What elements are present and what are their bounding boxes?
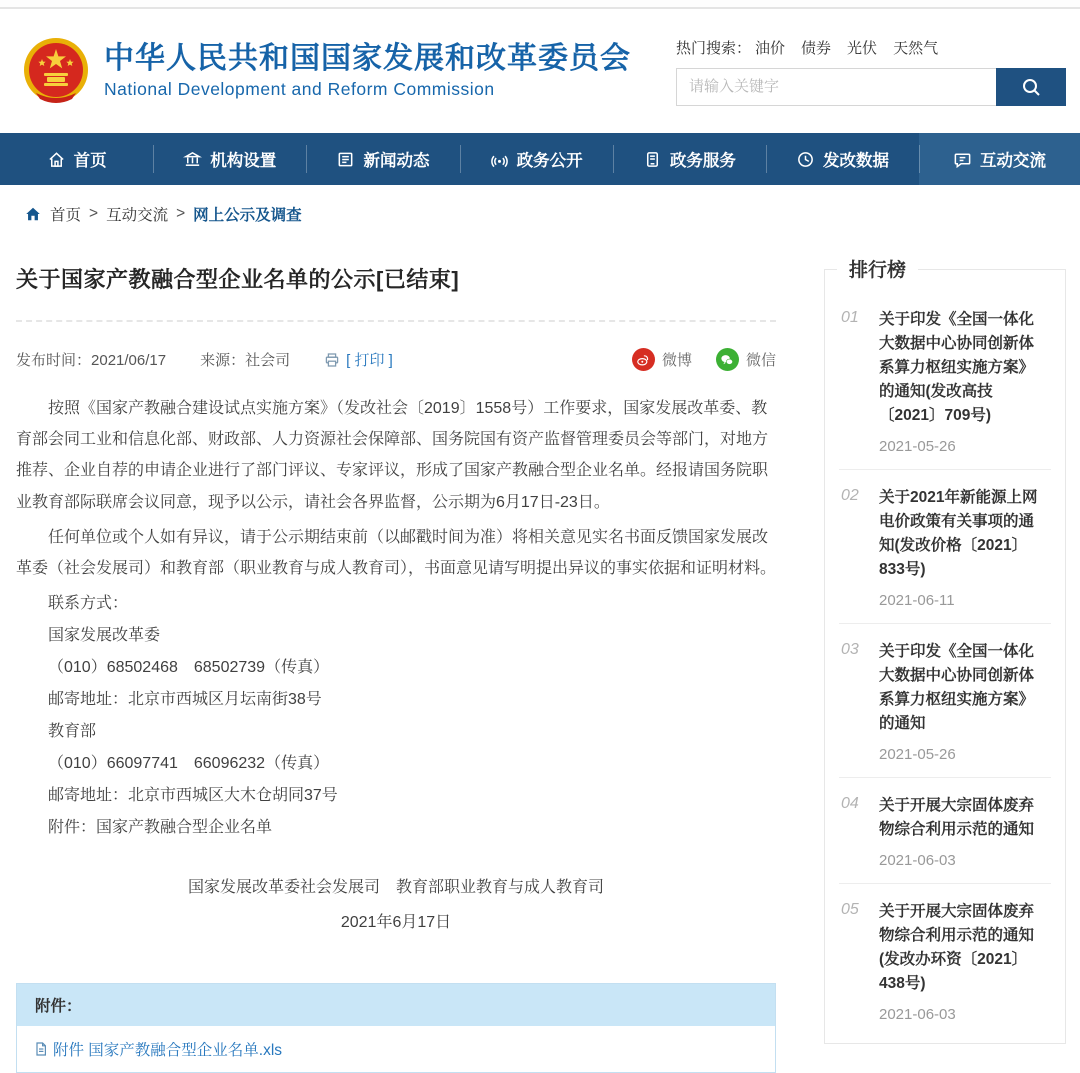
ranking-item-title[interactable]: 关于2021年新能源上网电价政策有关事项的通知(发改价格〔2021〕833号) (879, 489, 1038, 579)
ranking-item-body (879, 308, 1049, 455)
article-paragraph: 任何单位或个人如有异议，请于公示期结束前（以邮戳时间为准）将相关意见实名书面反馈国家发展改革委（社会发展司）和教育部（职业教育与成人教育司），书面意见请写明提出异议的事实依据和证明材料。 (16, 528, 777, 577)
clock-icon (796, 150, 815, 169)
search-icon (1021, 77, 1041, 97)
article-body (16, 393, 776, 941)
ranking-item (839, 884, 1051, 1037)
nav-item-organization[interactable] (153, 133, 306, 185)
ranking-item-title[interactable]: 关于开展大宗固体废弃物综合利用示范的通知(发改办环资〔2021〕438号) (879, 903, 1035, 993)
ranking-item-date: 2021-06-03 (879, 1006, 956, 1024)
nav-item-interaction[interactable] (919, 133, 1080, 185)
bank-icon (183, 150, 202, 169)
article-title: 关于国家产教融合型企业名单的公示[已结束] (16, 267, 460, 292)
share-bar (618, 348, 776, 371)
ranking-item-date: 2021-06-11 (879, 592, 955, 610)
site-title-en: National Development and Reform Commission (104, 78, 495, 99)
source-label: 来源： (200, 352, 246, 369)
attachment-file-link[interactable]: 附件 国家产教融合型企业名单.xls (53, 1041, 283, 1059)
ranking-item-body (879, 794, 1049, 869)
contact-line: 教育部 (48, 723, 97, 741)
breadcrumb-separator: > (176, 205, 186, 222)
top-strip (0, 0, 1080, 9)
ranking-number: 01 (841, 309, 859, 326)
search-area (676, 37, 1066, 106)
nav-label: 政务服务 (669, 152, 736, 170)
home-icon (47, 150, 66, 169)
weibo-icon (632, 348, 655, 371)
contact-line: 邮寄地址：北京市西城区月坛南街38号 (48, 691, 322, 709)
hot-search-label: 热门搜索： (676, 39, 752, 57)
chat-icon (953, 150, 972, 169)
share-wechat[interactable] (716, 348, 776, 371)
news-icon (336, 150, 355, 169)
nav-label: 发改数据 (823, 152, 890, 170)
ranking-item (839, 470, 1051, 624)
ranking-number: 02 (841, 487, 859, 505)
site-title-zh: 中华人民共和国国家发展和改革委员会 (104, 42, 631, 76)
file-icon (33, 1041, 49, 1057)
contact-line: （010）68502468 68502739（传真） (48, 659, 330, 677)
nav-item-services[interactable] (613, 133, 766, 185)
article-source (200, 349, 290, 370)
title-separator (16, 320, 776, 322)
broadcast-icon (490, 150, 509, 169)
nav-label: 首页 (73, 152, 107, 170)
hot-search-term[interactable]: 光伏 (847, 39, 878, 57)
hot-search (676, 37, 1066, 58)
ranking-title: 排行榜 (837, 255, 918, 282)
source-value: 社会司 (245, 352, 291, 369)
ranking-item-date: 2021-05-26 (879, 746, 956, 764)
contact-line: 国家发展改革委 (48, 627, 161, 645)
ranking-item-body (879, 640, 1049, 763)
signature-block (16, 870, 776, 940)
ranking-item-body (879, 486, 1049, 609)
print-button[interactable] (324, 349, 393, 370)
signature-date: 2021年6月17日 (340, 914, 452, 932)
attachment-body (17, 1026, 775, 1072)
breadcrumb-separator: > (89, 205, 99, 222)
print-label: [ 打印 ] (346, 352, 393, 369)
breadcrumb-home-icon (24, 205, 42, 223)
nav-item-home[interactable] (0, 133, 153, 185)
article-paragraph: 按照《国家产教融合建设试点实施方案》（发改社会〔2019〕1558号）工作要求，国家发展改革委、教育部会同工业和信息化部、财政部、人力资源社会保障部、国务院国有资产监督管理委员会等部门，对地方推荐、企业自荐的申请企业进行了部门评议、专家评议，形成了国家产教融合型企业名单。经报请国务院职业教育部际联席会议同意，现予以公示，请社会各界监督，公示期为6月17日-23日。 (16, 400, 769, 511)
share-weibo[interactable] (632, 348, 692, 371)
ranking-item-date: 2021-05-26 (879, 438, 956, 456)
nav-item-news[interactable] (306, 133, 459, 185)
ranking-number: 04 (841, 795, 859, 813)
weibo-label: 微博 (661, 352, 692, 369)
document-icon (643, 150, 662, 169)
breadcrumb-item-home[interactable]: 首页 (50, 207, 82, 224)
article-content (16, 235, 776, 1073)
contact-line: （010）66097741 66096232（传真） (48, 755, 330, 773)
article-meta (16, 348, 776, 371)
nav-item-data[interactable] (766, 133, 919, 185)
hot-search-term[interactable]: 油价 (755, 39, 786, 57)
hot-search-term[interactable]: 天然气 (893, 39, 939, 57)
publish-date (16, 349, 166, 370)
ranking-item-body (879, 900, 1049, 1023)
contact-line: 附件：国家产教融合型企业名单 (48, 819, 273, 837)
breadcrumb-item-current[interactable]: 网上公示及调查 (193, 207, 302, 224)
signature-departments: 国家发展改革委社会发展司 教育部职业教育与成人教育司 (187, 879, 604, 897)
ranking-item-title[interactable]: 关于印发《全国一体化大数据中心协同创新体系算力枢纽实施方案》的通知 (879, 643, 1035, 733)
search-button[interactable] (996, 68, 1066, 106)
site-header (0, 9, 1080, 133)
nav-item-public-affairs[interactable] (460, 133, 613, 185)
contact-line: 联系方式： (48, 595, 129, 613)
attachment-header: 附件： (17, 984, 775, 1026)
site-titles (104, 42, 631, 100)
publish-label: 发布时间： (16, 352, 92, 369)
nav-label: 政务公开 (516, 152, 583, 170)
nav-label: 互动交流 (980, 152, 1047, 170)
breadcrumb (0, 185, 1080, 235)
breadcrumb-item-interaction[interactable]: 互动交流 (106, 207, 169, 224)
ranking-sidebar (824, 260, 1066, 1044)
wechat-icon (716, 348, 739, 371)
ranking-item (839, 778, 1051, 884)
main-nav (0, 133, 1080, 185)
national-emblem-icon (22, 37, 90, 105)
search-box (676, 68, 1066, 106)
ranking-item-title[interactable]: 关于印发《全国一体化大数据中心协同创新体系算力枢纽实施方案》的通知(发改高技〔2021〕709号) (879, 311, 1035, 425)
wechat-label: 微信 (745, 352, 776, 369)
ranking-item-date: 2021-06-03 (879, 852, 956, 870)
ranking-number: 03 (841, 641, 859, 659)
contact-line: 邮寄地址：北京市西城区大木仓胡同37号 (48, 787, 338, 805)
attachment-box (16, 983, 776, 1073)
ranking-item (839, 292, 1051, 470)
nav-label: 机构设置 (210, 152, 277, 170)
printer-icon (324, 352, 340, 368)
brand (22, 37, 631, 105)
main-area (0, 235, 1080, 1073)
publish-value: 2021/06/17 (91, 352, 167, 369)
ranking-item-title[interactable]: 关于开展大宗固体废弃物综合利用示范的通知 (879, 797, 1035, 839)
hot-search-term[interactable]: 债券 (801, 39, 832, 57)
ranking-number: 05 (841, 901, 859, 919)
search-input[interactable] (676, 68, 996, 106)
ranking-item (839, 624, 1051, 778)
nav-label: 新闻动态 (363, 152, 430, 170)
